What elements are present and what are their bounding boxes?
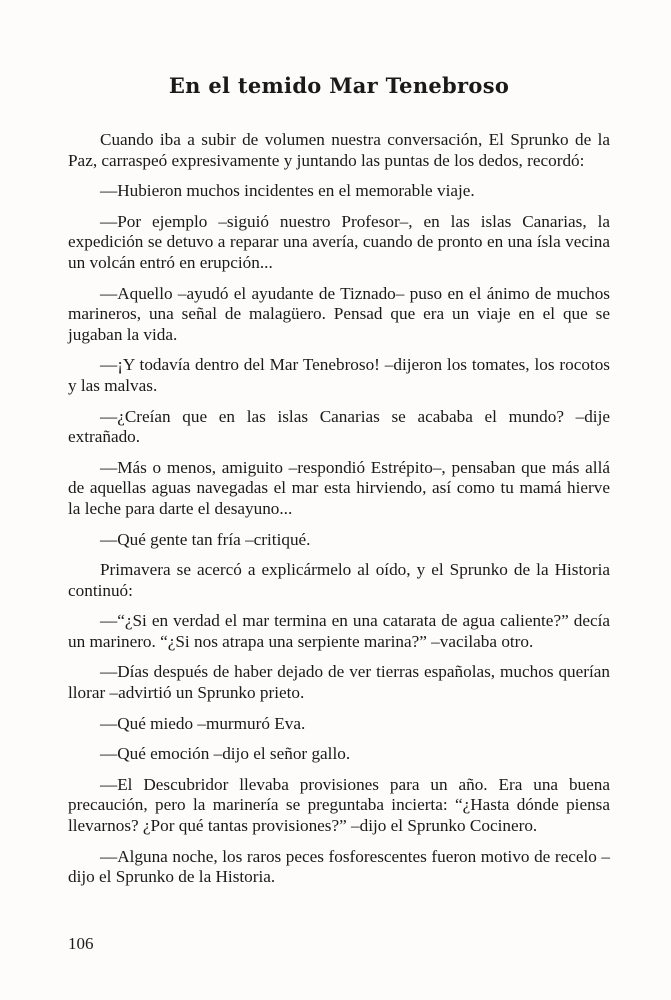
paragraph: —Qué gente tan fría –critiqué. [100,529,311,549]
page-number: 106 [68,934,94,953]
paragraph: —“¿Si en verdad el mar termina en una catarata de agua caliente?” decía un marinero. “¿Si nos atrapa una serpiente marina?” –vacilaba otro. [68,611,610,651]
paragraph: Cuando iba a subir de volumen nuestra conversación, El Sprunko de la Paz, carraspeó expresivamente y juntando las puntas de los dedos, recordó: [68,130,610,170]
paragraph: —¡Y todavía dentro del Mar Tenebroso! –dijeron los tomates, los rocotos y las malvas. [68,355,610,395]
paragraph: —Más o menos, amiguito –respondió Estrépito–, pensaban que más allá de aquellas aguas navegadas el mar esta hirviendo, así como tu mamá hierve la leche para darte el desayuno... [68,457,610,518]
paragraph: —Por ejemplo –siguió nuestro Profesor–, en las islas Canarias, la expedición se detuvo a reparar una avería, cuando de pronto en una ísla vecina un volcán entró en erupción... [68,211,610,272]
paragraph: —Alguna noche, los raros peces fosforescentes fueron motivo de recelo –dijo el Sprunko de la Historia. [68,846,610,887]
paragraph: —Hubieron muchos incidentes en el memorable viaje. [100,181,475,201]
paragraph: —¿Creían que en las islas Canarias se acababa el mundo? –dije extrañado. [68,406,610,447]
book-page [68,70,610,898]
chapter-title: En el temido Mar Tenebroso [168,73,510,98]
paragraph: —El Descubridor llevaba provisiones para un año. Era una buena precaución, pero la marinería se preguntaba incierta: “¿Hasta dónde piensa llevarnos? ¿Por qué tantas provisiones?” –dijo el Sprunko Cocinero. [68,774,610,836]
paragraph: —Qué miedo –murmuró Eva. [100,713,306,733]
paragraph: Primavera se acercó a explicármelo al oído, y el Sprunko de la Historia continuó: [68,560,610,600]
paragraph: —Días después de haber dejado de ver tierras españolas, muchos querían llorar –advirtió un Sprunko prieto. [68,662,610,703]
paragraph: —Qué emoción –dijo el señor gallo. [100,744,351,764]
paragraph: —Aquello –ayudó el ayudante de Tiznado– puso en el ánimo de muchos marineros, una señal de malagüero. Pensad que era un viaje en el que se jugaban la vida. [68,283,610,344]
